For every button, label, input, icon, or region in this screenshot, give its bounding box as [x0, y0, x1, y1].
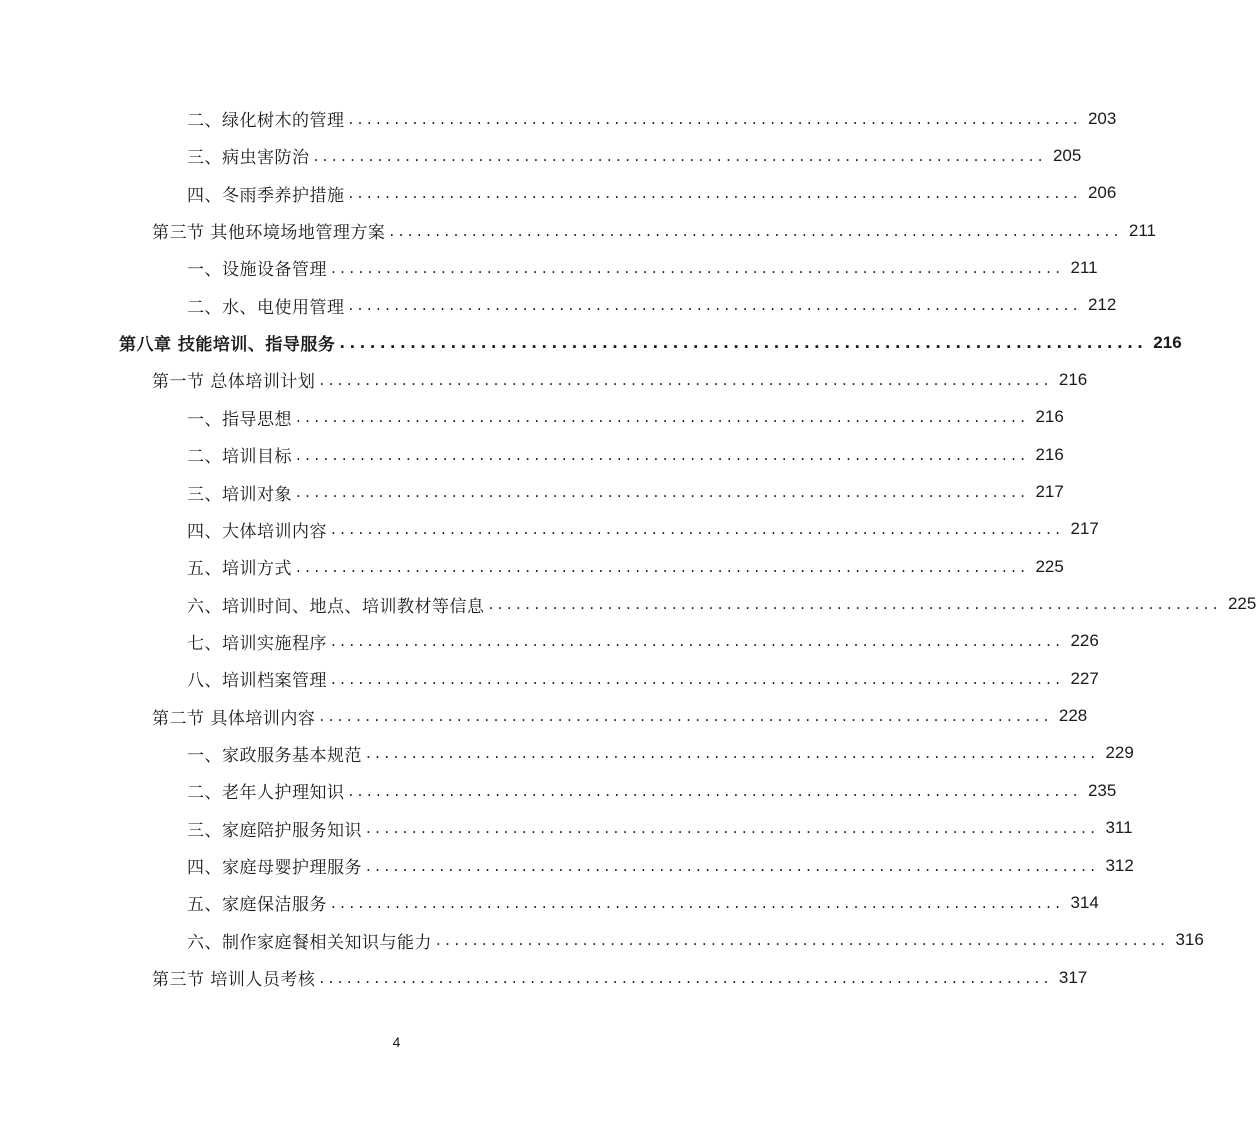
toc-dot-leader: ................................................................................	[339, 333, 1148, 352]
toc-entry-title: 第三节 其他环境场地管理方案	[152, 223, 386, 244]
toc-entry-chapter[interactable]	[119, 324, 1182, 361]
toc-entry-title: 第一节 总体培训计划	[152, 372, 316, 393]
toc-dot-leader: ................................................................................	[331, 893, 1065, 912]
toc-entry-title: 三、病虫害防治	[187, 148, 310, 169]
toc-entry-title: 二、培训目标	[187, 447, 292, 468]
toc-dot-leader: ................................................................................	[319, 370, 1053, 389]
toc-entry-title: 一、指导思想	[187, 409, 292, 430]
toc-entry-page-number: 211	[1070, 257, 1098, 277]
toc-dot-leader: ................................................................................	[296, 557, 1030, 576]
toc-entry-title: 第二节 具体培训内容	[152, 708, 316, 729]
toc-entry-title: 七、培训实施程序	[187, 633, 327, 654]
toc-dot-leader: ................................................................................	[348, 184, 1082, 203]
toc-dot-leader: ................................................................................	[296, 445, 1030, 464]
toc-entry-item[interactable]	[187, 586, 1256, 623]
toc-entry-page-number: 225	[1227, 594, 1256, 614]
toc-entry-title: 四、家庭母婴护理服务	[187, 858, 362, 878]
toc-entry-page-number: 216	[1153, 332, 1182, 352]
toc-entry-title: 一、家政服务基本规范	[187, 745, 362, 766]
toc-entry-section[interactable]	[152, 698, 1088, 735]
toc-entry-title: 三、培训对象	[187, 484, 292, 505]
toc-entry-item[interactable]	[187, 735, 1134, 772]
toc-dot-leader: ................................................................................	[366, 744, 1100, 763]
toc-dot-leader: ................................................................................	[296, 408, 1030, 427]
toc-entry-title: 五、家庭保洁服务	[187, 895, 327, 916]
toc-entry-title: 四、冬雨季养护措施	[187, 185, 345, 206]
toc-dot-leader: ................................................................................	[389, 221, 1123, 240]
toc-entry-item[interactable]	[187, 847, 1134, 884]
toc-dot-leader: ................................................................................	[366, 819, 1100, 838]
toc-entry-item[interactable]	[187, 100, 1117, 137]
toc-dot-leader: ................................................................................	[296, 483, 1030, 501]
toc-entry-page-number: 216	[1035, 444, 1064, 464]
toc-entry-page-number: 317	[1058, 967, 1088, 987]
toc-entry-item[interactable]	[187, 623, 1099, 660]
toc-entry-title: 六、制作家庭餐相关知识与能力	[187, 932, 432, 953]
toc-entry-page-number: 314	[1070, 892, 1099, 912]
toc-entry-title: 八、培训档案管理	[187, 671, 327, 692]
toc-entry-page-number: 228	[1058, 706, 1088, 726]
toc-entry-section[interactable]	[152, 959, 1088, 996]
toc-entry-page-number: 216	[1058, 369, 1088, 389]
toc-dot-leader: ................................................................................	[331, 258, 1065, 277]
toc-entry-page-number: 312	[1105, 855, 1134, 875]
toc-entry-page-number: 227	[1070, 668, 1099, 688]
toc-dot-leader: ................................................................................	[348, 781, 1082, 800]
toc-entry-item[interactable]	[187, 287, 1117, 324]
toc-entry-item[interactable]	[187, 249, 1098, 286]
toc-entry-title: 四、大体培训内容	[187, 521, 327, 542]
toc-dot-leader: ................................................................................	[319, 968, 1053, 987]
toc-entry-section[interactable]	[152, 212, 1156, 249]
page-number: 4	[392, 1034, 401, 1050]
toc-entry-item[interactable]	[187, 810, 1133, 847]
toc-entry-page-number: 203	[1087, 108, 1117, 128]
toc-entry-title: 一、设施设备管理	[187, 260, 327, 281]
toc-entry-page-number: 205	[1052, 145, 1082, 165]
toc-entry-item[interactable]	[187, 137, 1082, 174]
toc-dot-leader: ................................................................................	[319, 707, 1053, 726]
toc-dot-leader: ................................................................................	[331, 520, 1065, 539]
toc-entry-title: 二、老年人护理知识	[187, 783, 345, 804]
toc-dot-leader: ................................................................................	[331, 669, 1065, 688]
toc-dot-leader: ................................................................................	[348, 109, 1082, 128]
toc-entry-item[interactable]	[187, 399, 1064, 436]
toc-entry-title: 二、水、电使用管理	[187, 297, 345, 318]
toc-entry-item[interactable]	[187, 660, 1099, 697]
toc-entry-page-number: 229	[1105, 743, 1134, 763]
toc-dot-leader: ................................................................................	[313, 146, 1047, 165]
toc-entry-item[interactable]	[187, 175, 1117, 212]
toc-entry-title: 第八章 技能培训、指导服务	[119, 335, 336, 356]
toc-entry-item[interactable]	[187, 922, 1204, 959]
toc-entry-page-number: 225	[1035, 556, 1064, 576]
toc-entry-page-number: 226	[1070, 631, 1099, 651]
toc-entry-item[interactable]	[187, 772, 1117, 809]
toc-dot-leader: ................................................................................	[436, 931, 1170, 950]
toc-entry-item[interactable]	[187, 511, 1099, 548]
toc-dot-leader: ................................................................................	[348, 296, 1082, 315]
toc-entry-page-number: 316	[1175, 930, 1204, 950]
toc-entry-title: 二、绿化树木的管理	[187, 111, 345, 131]
toc-entry-item[interactable]	[187, 436, 1064, 473]
toc-entry-title: 三、家庭陪护服务知识	[187, 820, 362, 841]
toc-entry-title: 六、培训时间、地点、培训教材等信息	[187, 596, 485, 617]
toc-entry-page-number: 216	[1035, 407, 1064, 427]
toc-entry-page-number: 211	[1128, 220, 1156, 240]
toc-entry-item[interactable]	[187, 884, 1099, 921]
toc-entry-page-number: 217	[1035, 482, 1064, 501]
toc-entry-page-number: 235	[1087, 780, 1117, 800]
toc-entry-page-number: 206	[1087, 183, 1117, 203]
toc-entry-title: 五、培训方式	[187, 559, 292, 580]
toc-entry-item[interactable]	[187, 474, 1064, 511]
toc-dot-leader: ................................................................................	[366, 856, 1100, 875]
toc-entry-title: 第三节 培训人员考核	[152, 970, 316, 991]
toc-entry-section[interactable]	[152, 361, 1088, 398]
toc-entry-page-number: 217	[1070, 519, 1099, 539]
toc-dot-leader: ................................................................................	[331, 632, 1065, 651]
toc-entry-page-number: 311	[1105, 818, 1133, 838]
toc-entry-page-number: 212	[1087, 295, 1117, 315]
toc-dot-leader: ................................................................................	[488, 595, 1222, 614]
toc-entry-item[interactable]	[187, 548, 1064, 585]
